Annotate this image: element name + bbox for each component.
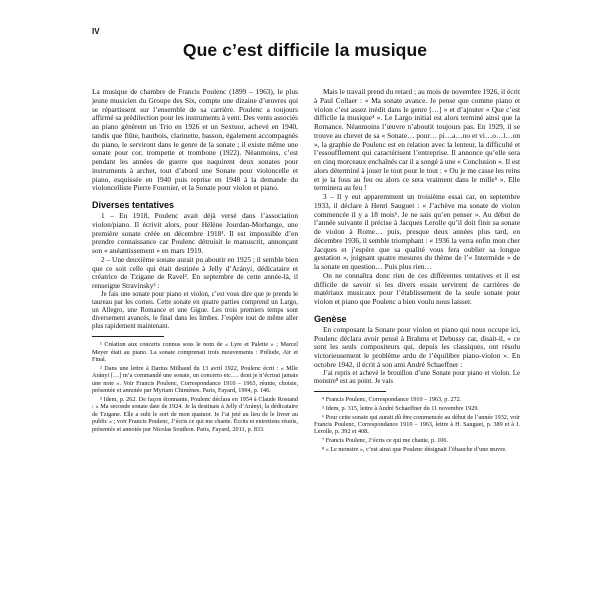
footnote: ⁸ « Le monstre », c’est ainsi que Poulenc désignait l’ébauche d’une œuvre. [322,446,507,454]
intro-paragraph: La musique de chambre de Francis Poulenc (1899 – 1963), le plus jeune musicien du Groupe des Six, compte une dizaine d’œuvres qui se répartissent sur l’ensemble de sa carrière. Poulenc a toujours affirmé sa prédilection pour les instruments à vent. Des vents associés au piano génèrent un Trio en 1926 et un Sextuor, achevé en 1940, tandis que flûte, hautbois, clarinette, basson, également accompagnés du piano, le serviront dans le genre de la sonate ; il existe même une sonate pour cor, trompette et trombone (1922). Néanmoins, c’est pendant les années de guerre que naquirent deux sonates pour instruments à archet, tout d’abord une Sonate pour violoncelle et piano, esquissée en 1940 puis reprise en 1948 à la demande du violoncelliste Pierre Fournier, et la Sonate pour violon et piano. [92,88,298,193]
footnote: ⁵ Idem, p. 315, lettre à André Schaeffner du 11 novembre 1929. [322,404,479,412]
footnote: ⁴ Francis Poulenc, Correspondance 1910 – 1963, p. 272. [322,395,462,403]
footnote-divider [92,336,164,337]
body-paragraph: 2 – Une deuxième sonate aurait pu aboutir en 1925 ; il semble bien que ce soit celle qui était destinée à Jelly d’Arányi, dédicataire et créatrice de Tzigane de Ravel². En septembre de cette année-là, il renseigne Stravinsky³ : [92,254,298,290]
body-paragraph: Mais le travail prend du retard ; au mois de novembre 1926, il écrit à Paul Collaer : « Ma sonate avance. Je pense que comme piano et violon c’est assez inédit dans le genre […] » et d’ajouter « Que c’est difficile la musique⁴ ». Le Largo initial est alors terminé ainsi que la Romance. Néanmoins l’œuvre n’aboutit toujours pas. En 1929, il se trouve au chevet de sa « Sonate… pour… pi…a…no et vi…o…l…on », la graphie de Poulenc est en relation avec la lenteur, la difficulté et l’essoufflement qui caractérisent l’entreprise. Il annonce qu’elle sera en cinq morceaux enchaînés car il a songé à une « Conclusion ». Il est alors déterminé à jouer le tout pour le tout : « Ou je me casse les reins et je la fous au feu ou alors ce sera vraiment dans le mille⁵ ». Elle terminera au feu ! [314,88,520,193]
body-paragraph: On ne connaîtra donc rien de ces différentes tentatives et il est difficile de savoir si les divers essais servirent de carrières de matériaux musicaux pour l’établissement de la seule sonate pour violon et piano que Poulenc a bien voulu nous laisser. [314,270,520,306]
section-heading-genese: Genèse [314,313,347,324]
footnote: ² Dans une lettre à Darius Milhaud du 13 avril 1922, Poulenc écrit : « Mlle Arányi […] m’a commandé une sonate, un concerto etc…. dont je n’écrirai jamais une note ». Voir Francis Poulenc, Correspondance 1910 – 1963, réunie, choisie, présentée et annotée par Myriam Chimènes. Paris, Fayard, 1994, p. 146. [92,364,298,395]
footnotes [92,336,298,433]
body-paragraph: En composant la Sonate pour violon et piano qui nous occupe ici, Poulenc déclara avoir pensé à Brahms et Debussy car, disait-il, « ce sont les seuls compositeurs qui, depuis les classiques, ont résolu victorieusement le problème ardu de l’équilibre piano-violon ». En octobre 1942, il écrit à son ami André Schaeffner : [314,324,520,369]
body-paragraph: 1 – En 1918, Poulenc avait déjà versé dans l’association violon/piano. Il écrivit alors, pour Hélène Jourdan-Morhange, une première sonate créée en décembre 1918¹. Il est impossible d’en prendre connaissance car Poulenc détruisit le manuscrit, annonçant son « anéantissement » en mars 1919. [92,211,298,255]
block-quote: Je fais une sonate pour piano et violon, c’est vous dire que je prends le taureau par les cornes. Cette sonate en quatre parties comprend un Largo, un Allegro, une Romance et une Gigue. Les trois premiers temps sont diversement avancés, le final dans les limbes. J’espère tout de même aller plus rapidement maintenant. [92,290,298,331]
footnote: ³ Idem, p. 262. De façon étonnante, Poulenc déclara en 1954 à Claude Rostand : « Ma seconde sonate date de 1924. Je la destinais à Jelly d’Arányi, la dédicataire de Tzigane. Elle a subi le sort de mon quatuor. Je l’ai jeté au lieu de le livrer au public » ; voir Francis Poulenc, J’écris ce qui me chante. Écrits et entretiens réunis, présentés et annotés par Nicolas Southon. Paris, Fayard, 2011, p. 833. [92,396,298,433]
right-column [314,88,520,598]
footnote: ⁶ Pour cette sonate qui aurait dû être commencée au début de l’année 1932, voir Francis Poulenc, Correspondance 1910 – 1963, lettre à H. Sauguet, p. 389 et à J. Lerolle, p. 392 et 408. [314,413,520,436]
body-paragraph: 3 – Il y eut apparemment un troisième essai car, en septembre 1933, il déclare à Henri Sauguet : « J’achève ma sonate de violon commencée il y a 18 mois⁶. Je ne sais qu’en penser ». Au début de l’année suivante il précise à Jacques Lerolle qu’il doit finir sa sonate de violon à Rome… puis, presque deux années plus tard, en décembre 1936, il semble triomphant : « 1936 la verra enfin mon cher Jacques et j’espère que sa qualité vous fera oublier sa longue gestation », joignant quatre mesures du thème de l’« Intermède » de la sonate en question… Puis plus rien… [314,192,520,271]
section-heading-diverses-tentatives: Diverses tentatives [92,200,175,210]
page-number: IV [92,27,100,36]
block-quote: J’ai repris et achevé le brouillon d’une Sonate pour piano et violon. Le monstre⁸ est au point. Je vais [314,369,520,385]
footnote: ⁷ Francis Poulenc, J’écris ce qui me chante, p. 106. [322,437,449,445]
footnote: ¹ Création aux concerts connus sous le nom de « Lyre et Palette » ; Marcel Meyer était au piano. La sonate comprenait trois mouvements : Prélude, Air et Final. [92,341,298,364]
footnote-divider [314,391,386,392]
footnotes [314,391,520,454]
left-column [92,88,298,598]
page-title: Que c’est difficile la musique [182,40,428,60]
